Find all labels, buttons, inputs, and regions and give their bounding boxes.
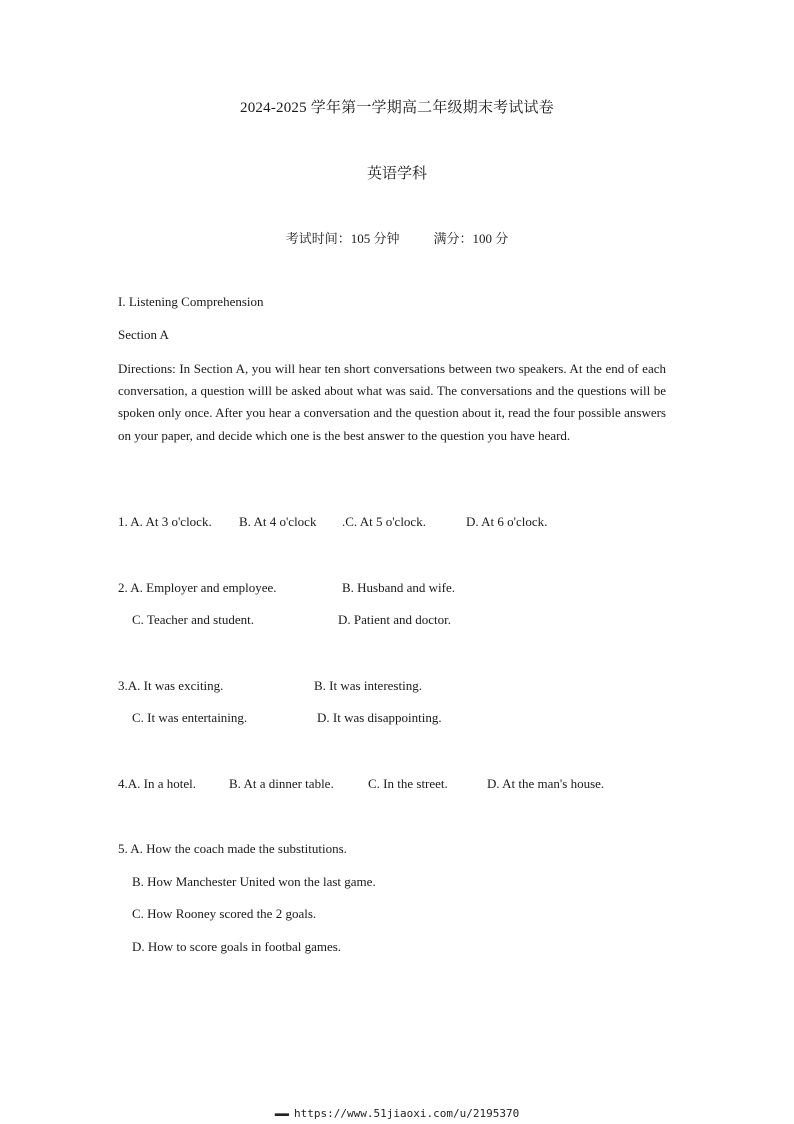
- q4-option-a: 4.A. In a hotel.: [118, 776, 196, 791]
- subject-title: 英语学科: [366, 166, 427, 182]
- q2-option-b: B. Husband and wife.: [342, 580, 456, 595]
- q1-option-c: .C. At 5 o'clock.: [342, 514, 426, 529]
- q2-option-d: D. Patient and doctor.: [338, 612, 452, 627]
- q2-option-a: 2. A. Employer and employee.: [118, 580, 277, 595]
- footer-watermark: [0, 1107, 794, 1120]
- q1-option-a: 1. A. At 3 o'clock.: [118, 514, 212, 529]
- directions-paragraph: Directions: In Section A, you will hear ten short conversations between two speakers. At the end of each conversation, a question willl be asked about what was said. The conversations and the questions will be spoken only once. After you hear a conversation and the question about it, read the four possible answers on your paper, and decide which one is the best answer to the question you have heard.: [118, 361, 666, 443]
- q5-option-b: B. How Manchester United won the last game.: [132, 874, 376, 889]
- q5-option-c: C. How Rooney scored the 2 goals.: [132, 906, 317, 921]
- q5-option-d: D. How to score goals in footbal games.: [132, 939, 342, 954]
- footer-marks: ▬▬▬: [274, 1110, 289, 1120]
- q2-option-c: C. Teacher and student.: [132, 612, 254, 627]
- q1-option-d: D. At 6 o'clock.: [466, 514, 548, 529]
- section-heading: Section A: [118, 327, 169, 342]
- exam-meta: [0, 228, 794, 247]
- q3-option-c: C. It was entertaining.: [132, 710, 248, 725]
- footer-url-link[interactable]: https://www.51jiaoxi.com/u/2195370: [294, 1107, 520, 1120]
- q3-option-b: B. It was interesting.: [314, 678, 422, 693]
- q3-option-a: 3.A. It was exciting.: [118, 678, 224, 693]
- full-score: 满分：100 分: [433, 231, 509, 246]
- q4-option-d: D. At the man's house.: [487, 776, 605, 791]
- q4-option-b: B. At a dinner table.: [229, 776, 334, 791]
- q5-option-a: 5. A. How the coach made the substitutions.: [118, 841, 347, 856]
- exam-title: 2024-2025 学年第一学期高二年级期末考试试卷: [240, 100, 554, 116]
- q1-option-b: B. At 4 o'clock: [239, 514, 317, 529]
- part-heading: I. Listening Comprehension: [118, 294, 264, 309]
- q3-option-d: D. It was disappointing.: [317, 710, 442, 725]
- q4-option-c: C. In the street.: [368, 776, 448, 791]
- exam-time: 考试时间：105 分钟: [285, 231, 400, 246]
